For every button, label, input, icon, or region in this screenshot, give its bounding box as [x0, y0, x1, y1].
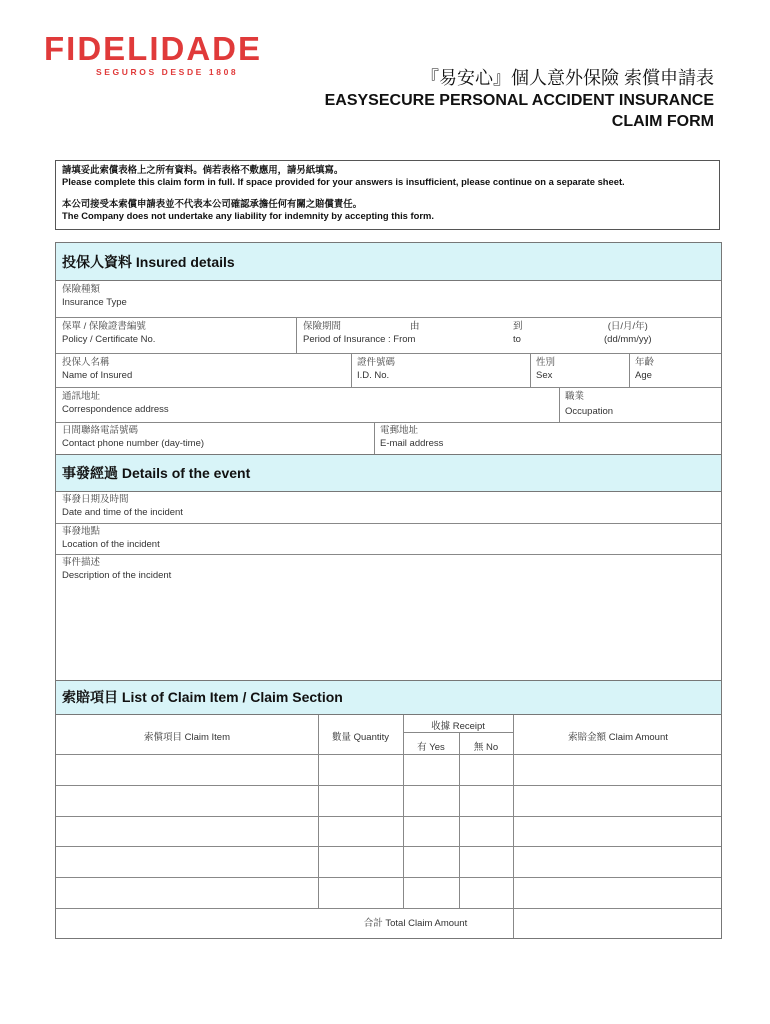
field-contact-phone[interactable]: 日間聯絡電話號碼 Contact phone number (day-time)	[62, 425, 205, 449]
total-claim-amount-field[interactable]	[514, 909, 721, 938]
instruction-2-en: The Company does not undertake any liability for indemnity by accepting this form.	[62, 210, 434, 221]
date-format-hint: (日/月/年) (dd/mm/yy)	[604, 321, 652, 345]
claim-row-1[interactable]	[56, 755, 721, 785]
form-title-english	[325, 90, 714, 132]
claim-row-2[interactable]	[56, 786, 721, 816]
field-incident-location[interactable]: 事發地點 Location of the incident	[62, 526, 160, 550]
section-header-insured: 投保人資料 Insured details	[56, 243, 721, 281]
field-age[interactable]: 年齡 Age	[635, 357, 655, 381]
form-title-line2: CLAIM FORM	[611, 113, 714, 130]
logo-tagline: SEGUROS DESDE 1808	[96, 67, 239, 77]
section-header-event: 事發經過 Details of the event	[56, 454, 721, 492]
field-policy-number[interactable]: 保單 / 保險證書編號 Policy / Certificate No.	[62, 321, 156, 345]
field-email[interactable]: 電郵地址 E-mail address	[380, 425, 444, 449]
column-claim-item: 索償項目 Claim Item	[143, 732, 231, 743]
company-logo	[44, 30, 289, 80]
claim-row-3[interactable]	[56, 817, 721, 846]
column-quantity: 數量 Quantity	[331, 732, 390, 743]
period-from-zh: 由	[410, 321, 420, 332]
field-incident-date-time[interactable]: 事發日期及時間 Date and time of the incident	[62, 494, 183, 518]
receipt-yes: 有 Yes	[417, 742, 445, 753]
period-to: 到 to	[513, 321, 523, 345]
logo-wordmark: FIDELIDADE	[44, 30, 262, 67]
form-title-line1: EASYSECURE PERSONAL ACCIDENT INSURANCE	[324, 92, 714, 109]
instruction-2-zh: 本公司接受本索償申請表並不代表本公司確認承擔任何有關之賠償責任。	[62, 198, 363, 209]
field-period-of-insurance[interactable]: 保險期間 Period of Insurance : From	[303, 321, 416, 345]
receipt-no: 無 No	[473, 742, 499, 753]
field-id-number[interactable]: 證件號碼 I.D. No.	[357, 357, 396, 381]
field-sex[interactable]: 性別 Sex	[536, 357, 556, 381]
column-receipt: 收據 Receipt	[431, 721, 485, 732]
total-claim-amount-label: 合計 Total Claim Amount	[363, 918, 468, 929]
field-insurance-type[interactable]: 保險種類 Insurance Type	[62, 284, 127, 308]
section-header-claims: 索賠項目 List of Claim Item / Claim Section	[56, 680, 721, 715]
claim-row-4[interactable]	[56, 847, 721, 877]
field-incident-description[interactable]: 事件描述 Description of the incident	[62, 557, 172, 581]
instruction-1-zh: 請填妥此索償表格上之所有資料。倘若表格不敷應用，請另紙填寫。	[62, 164, 344, 175]
claim-form-frame	[55, 242, 722, 939]
field-occupation[interactable]: 職業 Occupation	[565, 391, 614, 417]
field-name-of-insured[interactable]: 投保人名稱 Name of Insured	[62, 357, 133, 381]
form-title-chinese: 『易安心』個人意外保險 索償申請表	[421, 68, 714, 88]
instruction-1-en: Please complete this claim form in full. If space provided for your answers is insufficient, please continue on a separate sheet.	[62, 176, 625, 187]
claim-row-5[interactable]	[56, 878, 721, 908]
instructions-box	[55, 160, 720, 230]
column-claim-amount: 索賠金額 Claim Amount	[568, 732, 668, 743]
field-correspondence-address[interactable]: 通訊地址 Correspondence address	[62, 391, 169, 415]
